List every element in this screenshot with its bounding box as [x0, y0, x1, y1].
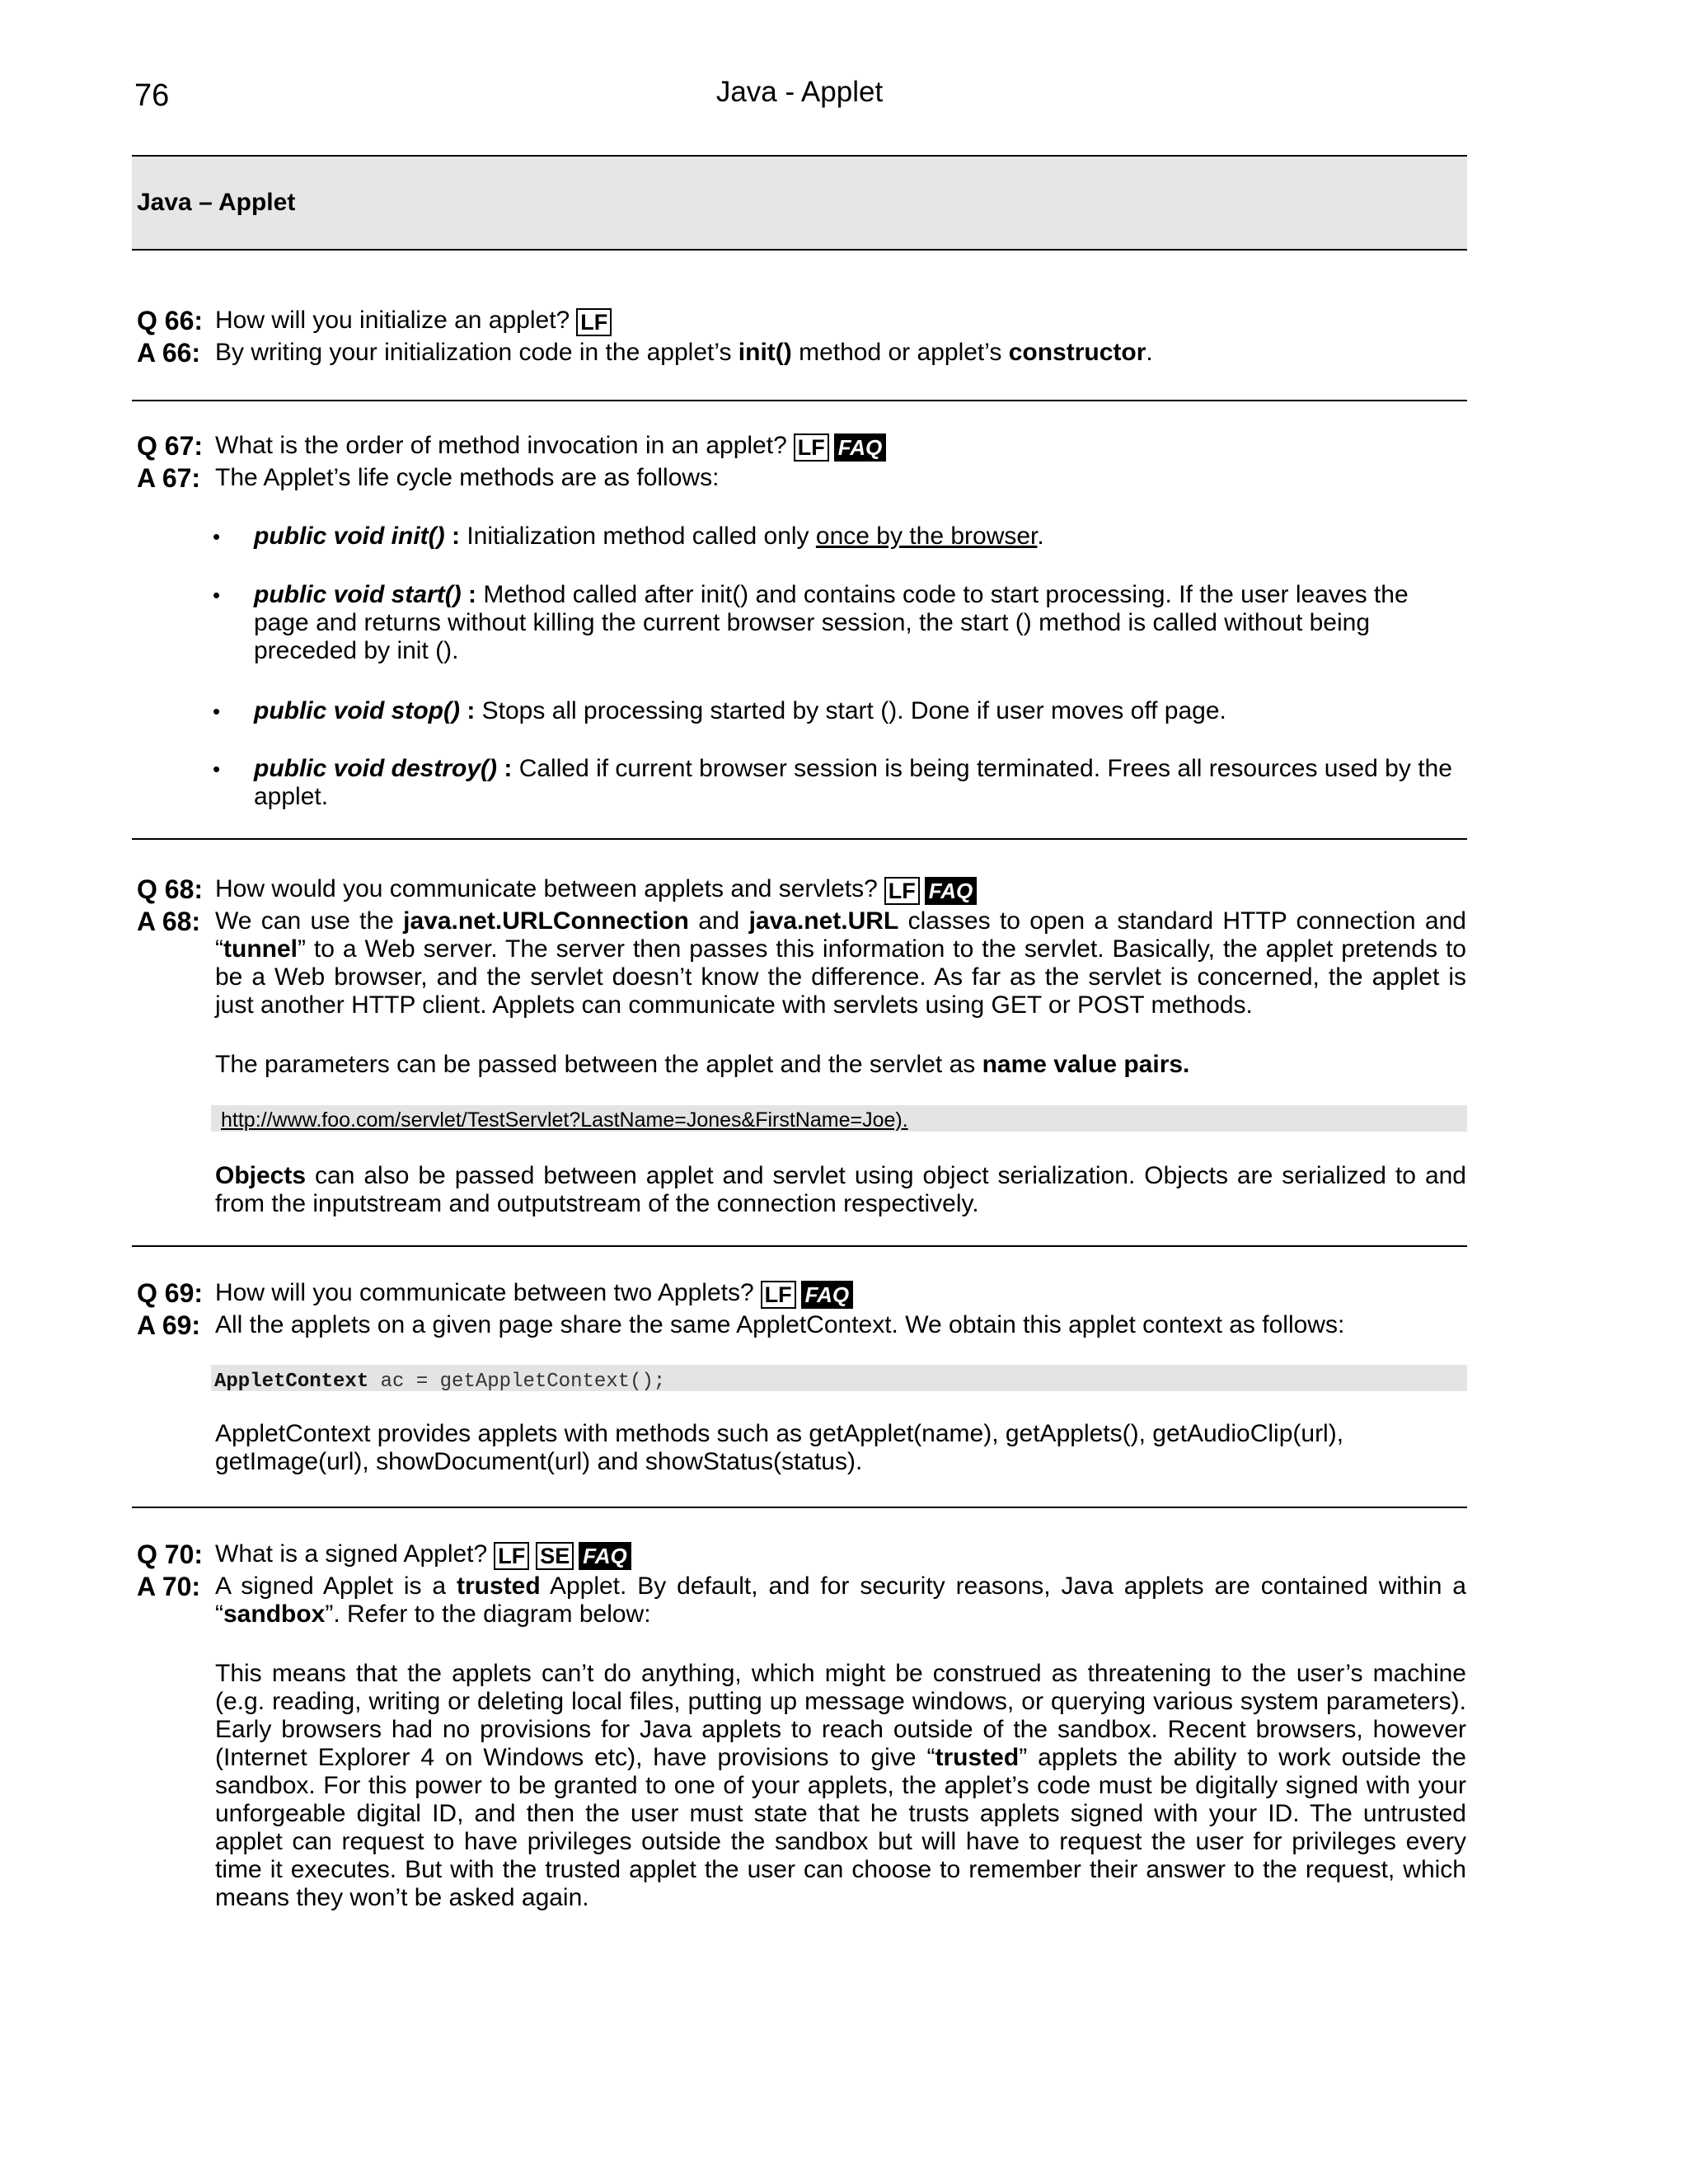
lf-tag: LF [794, 434, 829, 462]
bullet-marker: • [213, 524, 221, 549]
se-tag: SE [536, 1542, 574, 1570]
divider [132, 400, 1467, 401]
answer-paragraph: Objects can also be passed between applet and servlet using object serialization. Objects are serialized to and from the inputstream and outputstream of the connection respectively. [215, 1162, 1466, 1217]
question-label: Q 67: [137, 431, 204, 461]
code-block: AppletContext ac = getAppletContext(); [211, 1365, 1467, 1391]
answer-text: By writing your initialization code in the applet’s init() method or applet’s constructor. [215, 339, 1153, 366]
bullet-item: public void init() : Initialization method called only once by the browser. [254, 523, 1044, 550]
divider [132, 838, 1467, 840]
question-text: How would you communicate between applets and servlets? LF FAQ [215, 875, 977, 905]
lf-tag: LF [576, 308, 612, 336]
section-title: Java – Applet [137, 189, 296, 216]
example-url[interactable]: http://www.foo.com/servlet/TestServlet?LastName=Jones&FirstName=Joe). [221, 1108, 908, 1132]
answer-label: A 66: [137, 338, 201, 368]
question-label: Q 70: [137, 1540, 204, 1569]
lf-tag: LF [884, 877, 920, 905]
question-text: What is the order of method invocation in an applet? LF FAQ [215, 432, 886, 462]
answer-paragraph: We can use the java.net.URLConnection and java.net.URL classes to open a standard HTTP connection and “tunnel” to a Web server. The server then passes this information to the servlet. Basically, the applet pretends to be a Web browser, and the servlet doesn’t know the difference. As far as the servlet is concerned, the applet is just another HTTP client. Applets can communicate with servlets using GET or POST methods. [215, 907, 1466, 1019]
lf-tag: LF [494, 1542, 529, 1570]
answer-paragraph: A signed Applet is a trusted Applet. By default, and for security reasons, Java applets are contained within a “sandbox”. Refer to the diagram below: [215, 1572, 1466, 1628]
answer-label: A 70: [137, 1572, 201, 1601]
bullet-item: public void destroy() : Called if current browser session is being terminated. Frees all resources used by the applet. [254, 755, 1452, 810]
answer-label: A 67: [137, 463, 201, 493]
bullet-marker: • [213, 699, 221, 724]
answer-label: A 69: [137, 1310, 201, 1340]
answer-paragraph: The parameters can be passed between the applet and the servlet as name value pairs. [215, 1051, 1190, 1078]
divider [132, 1245, 1467, 1247]
question-text: How will you initialize an applet? LF [215, 307, 612, 336]
page-number: 76 [134, 78, 170, 113]
section-band [132, 155, 1467, 251]
question-label: Q 69: [137, 1278, 204, 1308]
divider [132, 1507, 1467, 1508]
question-label: Q 66: [137, 306, 204, 335]
question-text: How will you communicate between two Applets? LF FAQ [215, 1279, 853, 1309]
answer-paragraph: AppletContext provides applets with methods such as getApplet(name), getApplets(), getAudioClip(url), getImage(url), showDocument(url) and showStatus(status). [215, 1420, 1344, 1475]
bullet-item: public void start() : Method called after init() and contains code to start processing. If the user leaves the page and returns without killing the current browser session, the start () method is called without being preceded by init (). [254, 581, 1409, 664]
faq-tag: FAQ [925, 877, 977, 905]
bullet-marker: • [213, 757, 221, 781]
question-text: What is a signed Applet? LF SE FAQ [215, 1540, 631, 1570]
url-box [211, 1105, 1467, 1132]
faq-tag: FAQ [834, 434, 886, 462]
bullet-marker: • [213, 583, 221, 607]
answer-text: The Applet’s life cycle methods are as follows: [215, 464, 720, 491]
question-label: Q 68: [137, 874, 204, 904]
running-title: Java - Applet [715, 76, 884, 108]
bullet-item: public void stop() : Stops all processing started by start (). Done if user moves off page. [254, 697, 1226, 724]
faq-tag: FAQ [579, 1542, 631, 1570]
faq-tag: FAQ [801, 1281, 853, 1309]
answer-paragraph: This means that the applets can’t do anything, which might be construed as threatening to the user’s machine (e.g. reading, writing or deleting local files, putting up message windows, or querying various system parameters). Early browsers had no provisions for Java applets to reach outside of the sandbox. Recent browsers, however (Internet Explorer 4 on Windows etc), have provisions to give “trusted” applets the ability to work outside the sandbox. For this power to be granted to one of your applets, the applet’s code must be digitally signed with your unforgeable digital ID, and then the user must state that he trusts applets signed with your ID. The untrusted applet can request to have privileges outside the sandbox but will have to request the user for privileges every time it executes. But with the trusted applet the user can choose to remember their answer to the request, which means they won’t be asked again. [215, 1660, 1466, 1911]
lf-tag: LF [761, 1281, 796, 1309]
answer-label: A 68: [137, 907, 201, 936]
answer-text: All the applets on a given page share the same AppletContext. We obtain this applet context as follows: [215, 1311, 1345, 1338]
